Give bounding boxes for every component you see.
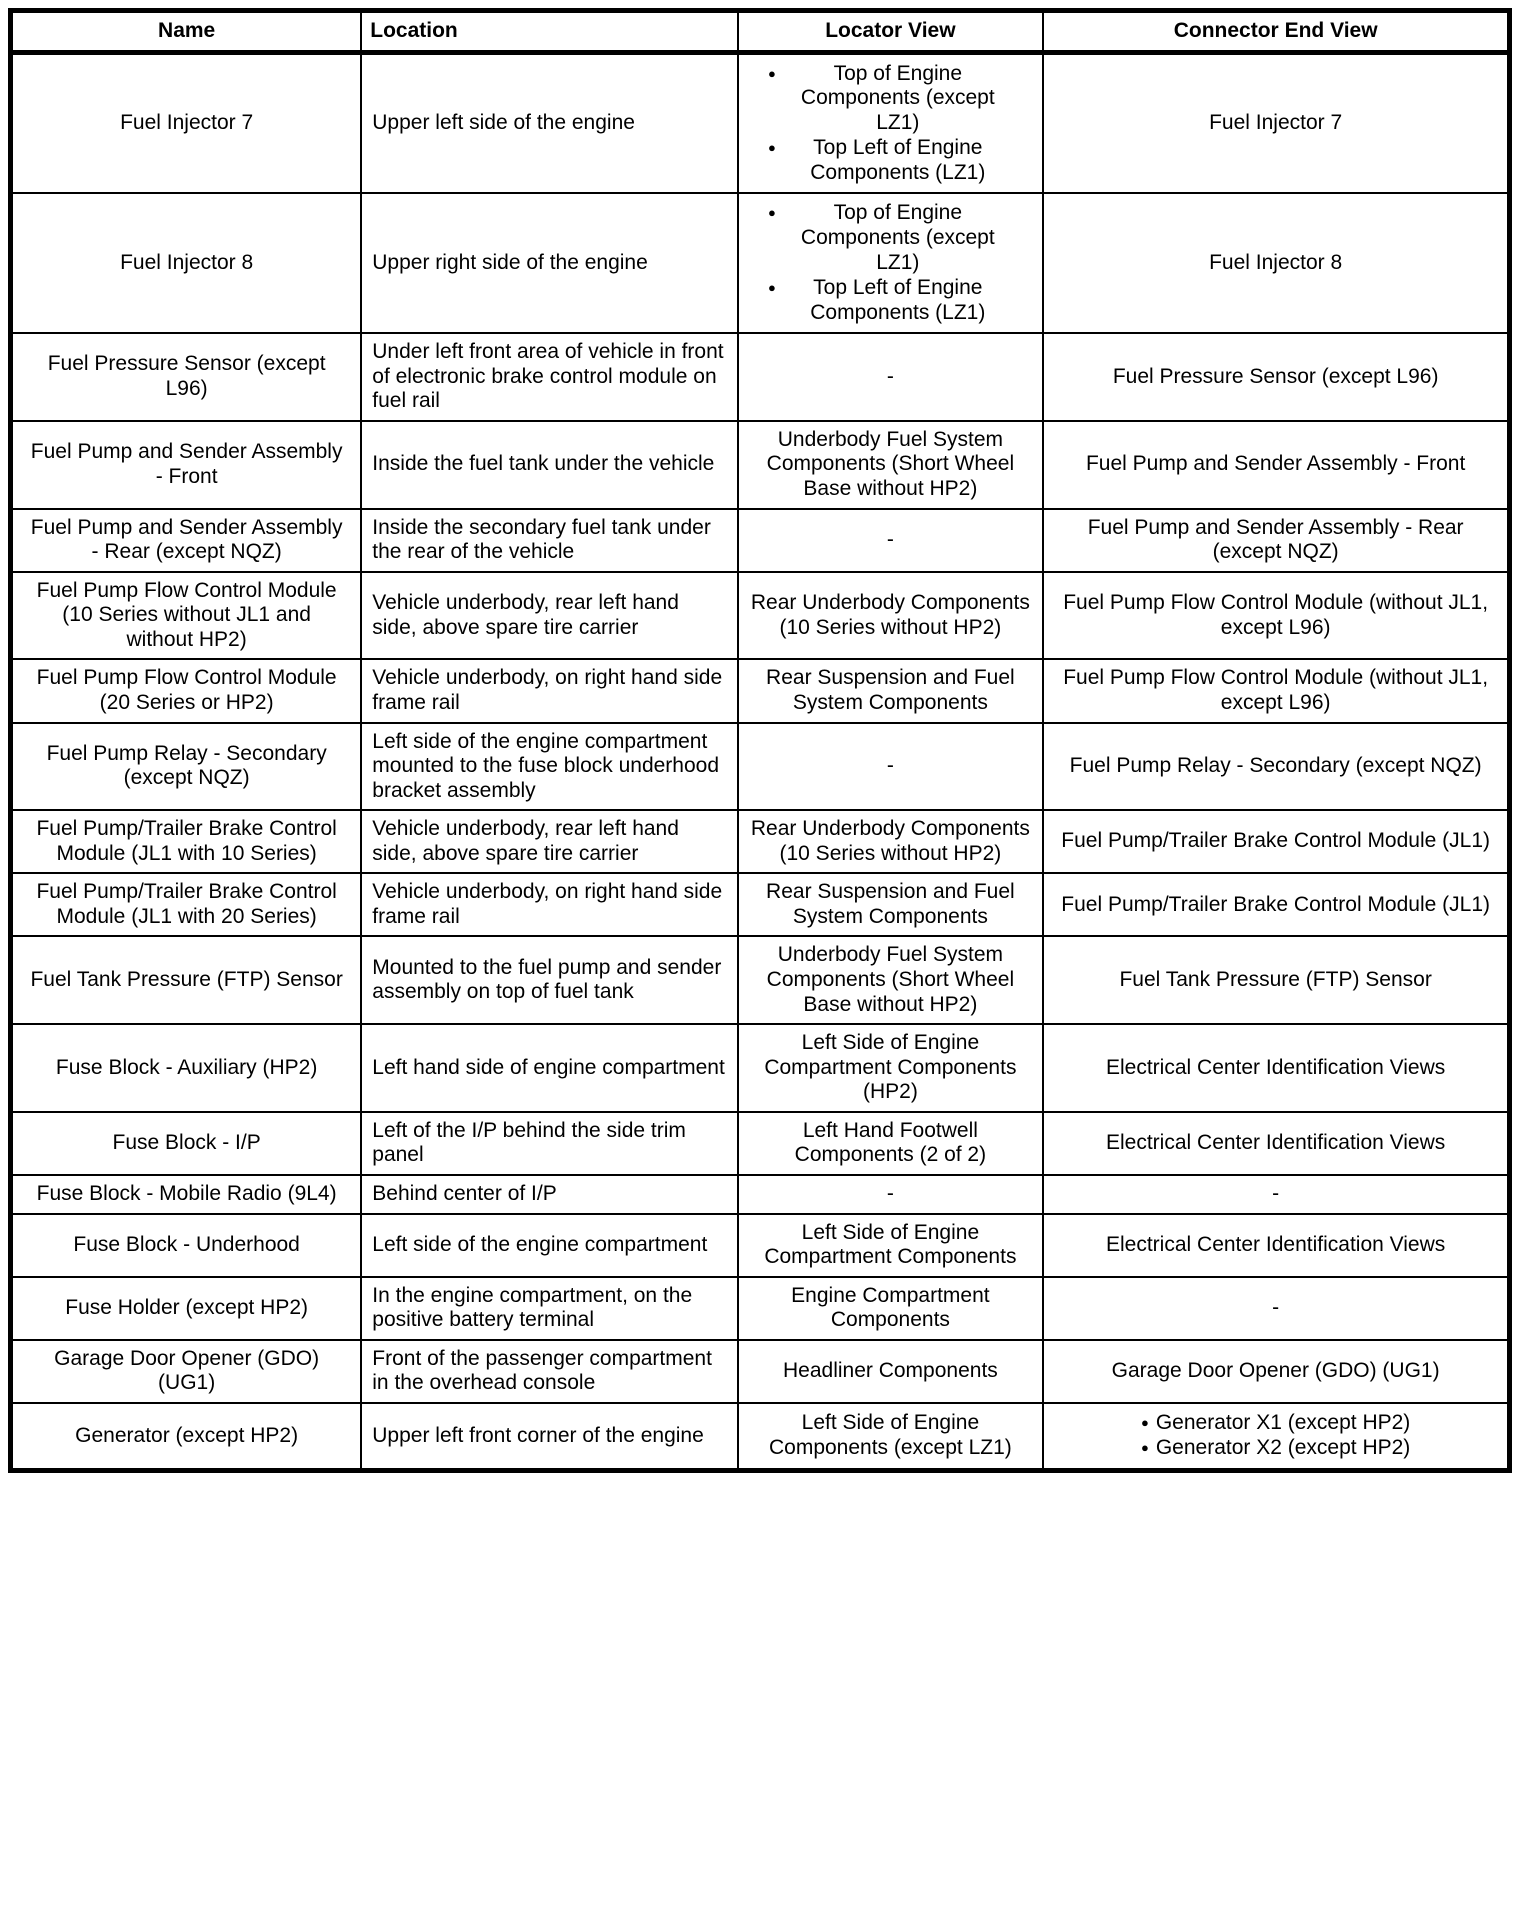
name-cell: Fuse Block - Underhood: [11, 1214, 362, 1277]
bullet-text: Generator X2 (except HP2): [1155, 1436, 1411, 1460]
bullet-icon: ●: [767, 140, 776, 156]
locator-view-cell: Left Hand Footwell Components (2 of 2): [738, 1112, 1044, 1175]
bullet-icon: ●: [1140, 1414, 1149, 1430]
connector-end-view-cell: -: [1043, 1175, 1509, 1214]
name-cell: Fuse Holder (except HP2): [11, 1277, 362, 1340]
location-cell: Under left front area of vehicle in front of electronic brake control module on fuel rail: [361, 333, 737, 421]
column-header-connector-end-view: Connector End View: [1043, 11, 1509, 53]
table-row: [11, 52, 1510, 193]
bullet-text: Top of Engine Components (except LZ1): [800, 61, 995, 134]
location-cell: Vehicle underbody, rear left hand side, above spare tire carrier: [361, 572, 737, 660]
bullet-icon: ●: [1140, 1440, 1149, 1456]
location-cell: Left side of the engine compartment: [361, 1214, 737, 1277]
connector-end-view-cell: Garage Door Opener (GDO) (UG1): [1043, 1340, 1509, 1403]
connector-end-view-cell: -: [1043, 1277, 1509, 1340]
name-cell: Fuse Block - Auxiliary (HP2): [11, 1024, 362, 1112]
locator-view-cell: -: [738, 509, 1044, 572]
bullet-text: Generator X1 (except HP2): [1155, 1410, 1411, 1434]
bullet-list-item: [1054, 1436, 1497, 1461]
table-body: [11, 52, 1510, 1470]
connector-end-view-cell: Fuel Pump and Sender Assembly - Rear (except NQZ): [1043, 509, 1509, 572]
table-row: [11, 333, 1510, 421]
table-row: [11, 1403, 1510, 1471]
table-row: [11, 936, 1510, 1024]
name-cell: Fuel Pressure Sensor (except L96): [11, 333, 362, 421]
bullet-list-item: [749, 276, 1033, 325]
connector-end-view-cell: [1043, 1403, 1509, 1471]
component-location-table: [8, 8, 1512, 1473]
locator-view-cell: [738, 52, 1044, 193]
table-row: [11, 193, 1510, 333]
connector-end-view-cell: Fuel Tank Pressure (FTP) Sensor: [1043, 936, 1509, 1024]
header-row: [11, 11, 1510, 53]
name-cell: Fuel Pump/Trailer Brake Control Module (JL1 with 10 Series): [11, 810, 362, 873]
location-cell: Left of the I/P behind the side trim panel: [361, 1112, 737, 1175]
connector-end-view-cell: Electrical Center Identification Views: [1043, 1024, 1509, 1112]
locator-view-cell: Left Side of Engine Compartment Components (HP2): [738, 1024, 1044, 1112]
column-header-locator-view: Locator View: [738, 11, 1044, 53]
table-row: [11, 509, 1510, 572]
connector-end-view-cell: Fuel Pump and Sender Assembly - Front: [1043, 421, 1509, 509]
location-cell: Front of the passenger compartment in the overhead console: [361, 1340, 737, 1403]
table-row: [11, 873, 1510, 936]
name-cell: Fuel Injector 8: [11, 193, 362, 333]
table-row: [11, 1214, 1510, 1277]
locator-view-cell: -: [738, 1175, 1044, 1214]
connector-end-view-cell: Fuel Injector 7: [1043, 52, 1509, 193]
name-cell: Fuse Block - I/P: [11, 1112, 362, 1175]
locator-view-cell: [738, 193, 1044, 333]
locator-view-cell: Rear Underbody Components (10 Series without HP2): [738, 572, 1044, 660]
name-cell: Fuse Block - Mobile Radio (9L4): [11, 1175, 362, 1214]
locator-view-cell: Underbody Fuel System Components (Short Wheel Base without HP2): [738, 421, 1044, 509]
bullet-text: Top Left of Engine Components (LZ1): [810, 136, 986, 184]
table-row: [11, 723, 1510, 811]
connector-end-view-cell: Fuel Pump/Trailer Brake Control Module (JL1): [1043, 810, 1509, 873]
location-cell: In the engine compartment, on the positive battery terminal: [361, 1277, 737, 1340]
connector-end-view-cell: Fuel Injector 8: [1043, 193, 1509, 333]
bullet-text: Top of Engine Components (except LZ1): [800, 201, 995, 274]
table-row: [11, 1112, 1510, 1175]
locator-view-cell: Rear Underbody Components (10 Series without HP2): [738, 810, 1044, 873]
location-cell: Behind center of I/P: [361, 1175, 737, 1214]
locator-view-cell: Rear Suspension and Fuel System Components: [738, 873, 1044, 936]
table-row: [11, 1340, 1510, 1403]
connector-end-view-cell: Fuel Pump Relay - Secondary (except NQZ): [1043, 723, 1509, 811]
location-cell: Inside the fuel tank under the vehicle: [361, 421, 737, 509]
connector-end-view-cell: Fuel Pump Flow Control Module (without JL1, except L96): [1043, 659, 1509, 722]
connector-end-view-cell: Fuel Pump/Trailer Brake Control Module (JL1): [1043, 873, 1509, 936]
location-cell: Inside the secondary fuel tank under the rear of the vehicle: [361, 509, 737, 572]
bullet-list-item: [749, 136, 1033, 185]
connector-end-view-cell: Electrical Center Identification Views: [1043, 1214, 1509, 1277]
locator-view-cell: -: [738, 333, 1044, 421]
name-cell: Fuel Pump Relay - Secondary (except NQZ): [11, 723, 362, 811]
connector-end-view-cell: Fuel Pressure Sensor (except L96): [1043, 333, 1509, 421]
bullet-list-item: [749, 62, 1033, 136]
location-cell: Upper left side of the engine: [361, 52, 737, 193]
name-cell: Fuel Pump and Sender Assembly - Rear (except NQZ): [11, 509, 362, 572]
location-cell: Left side of the engine compartment mounted to the fuse block underhood bracket assembly: [361, 723, 737, 811]
locator-view-cell: Rear Suspension and Fuel System Components: [738, 659, 1044, 722]
location-cell: Upper right side of the engine: [361, 193, 737, 333]
name-cell: Garage Door Opener (GDO) (UG1): [11, 1340, 362, 1403]
locator-view-cell: Left Side of Engine Compartment Components: [738, 1214, 1044, 1277]
name-cell: Fuel Pump Flow Control Module (10 Series without JL1 and without HP2): [11, 572, 362, 660]
location-cell: Vehicle underbody, rear left hand side, above spare tire carrier: [361, 810, 737, 873]
bullet-icon: ●: [767, 205, 776, 221]
table-row: [11, 659, 1510, 722]
location-cell: Upper left front corner of the engine: [361, 1403, 737, 1471]
name-cell: Fuel Pump and Sender Assembly - Front: [11, 421, 362, 509]
locator-view-cell: Left Side of Engine Components (except LZ1): [738, 1403, 1044, 1471]
location-cell: Vehicle underbody, on right hand side frame rail: [361, 873, 737, 936]
location-cell: Left hand side of engine compartment: [361, 1024, 737, 1112]
bullet-icon: ●: [767, 280, 776, 296]
column-header-location: Location: [361, 11, 737, 53]
connector-end-view-cell: Fuel Pump Flow Control Module (without JL1, except L96): [1043, 572, 1509, 660]
connector-end-view-cell: Electrical Center Identification Views: [1043, 1112, 1509, 1175]
name-cell: Fuel Injector 7: [11, 52, 362, 193]
bullet-icon: ●: [767, 65, 776, 81]
table-row: [11, 1175, 1510, 1214]
table-row: [11, 421, 1510, 509]
table-row: [11, 572, 1510, 660]
bullet-list-item: [749, 201, 1033, 275]
locator-view-cell: Engine Compartment Components: [738, 1277, 1044, 1340]
location-cell: Mounted to the fuel pump and sender assembly on top of fuel tank: [361, 936, 737, 1024]
locator-view-cell: -: [738, 723, 1044, 811]
table-row: [11, 1277, 1510, 1340]
name-cell: Fuel Tank Pressure (FTP) Sensor: [11, 936, 362, 1024]
locator-view-cell: Underbody Fuel System Components (Short Wheel Base without HP2): [738, 936, 1044, 1024]
locator-view-cell: Headliner Components: [738, 1340, 1044, 1403]
table-row: [11, 1024, 1510, 1112]
name-cell: Generator (except HP2): [11, 1403, 362, 1471]
location-cell: Vehicle underbody, on right hand side frame rail: [361, 659, 737, 722]
bullet-text: Top Left of Engine Components (LZ1): [810, 276, 986, 324]
table-row: [11, 810, 1510, 873]
name-cell: Fuel Pump Flow Control Module (20 Series or HP2): [11, 659, 362, 722]
bullet-list-item: [1054, 1411, 1497, 1436]
name-cell: Fuel Pump/Trailer Brake Control Module (JL1 with 20 Series): [11, 873, 362, 936]
column-header-name: Name: [11, 11, 362, 53]
